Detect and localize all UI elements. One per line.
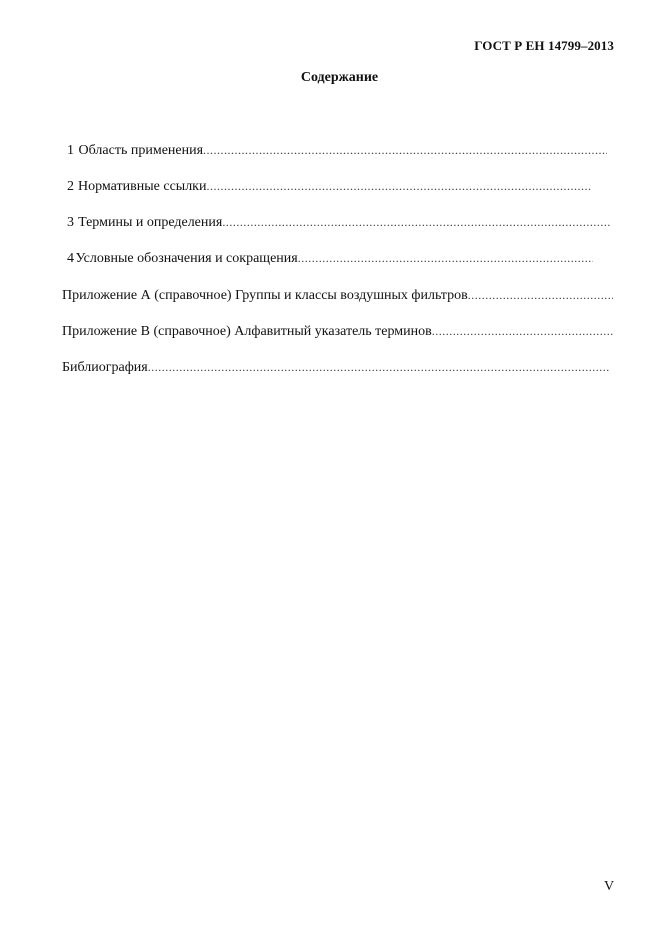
dot-leader [206,176,592,196]
dot-leader [203,140,607,160]
toc-entry-text: Приложение В (справочное) Алфавитный указатель терминов [62,324,432,339]
toc-entry-annex-b[interactable] [62,321,613,342]
toc-entry-number: 4 [67,251,74,266]
toc-entry-text: Нормативные ссылки [78,179,207,194]
dot-leader [298,248,593,268]
page-number: V [604,879,615,894]
dot-leader [432,321,613,341]
dot-leader [468,285,613,305]
toc-entry-text: Условные обозначения и сокращения [75,251,298,266]
dot-leader [148,357,609,377]
toc-entry-text: Библиография [62,360,148,375]
toc-entry-text: Приложение А (справочное) Группы и классы воздушных фильтров [62,288,468,303]
toc-entry-annex-a[interactable] [62,285,613,306]
toc-entry-normative-references[interactable] [67,176,592,197]
toc-entry-symbols-abbreviations[interactable] [67,248,593,269]
toc-entry-number: 1 [67,143,74,158]
dot-leader [222,212,610,232]
toc-entry-scope[interactable] [67,140,607,161]
document-code: ГОСТ Р ЕН 14799–2013 [474,38,614,53]
toc-entry-bibliography[interactable] [62,357,609,378]
toc-entry-text: Область применения [78,143,204,158]
toc-entry-terms-definitions[interactable] [67,212,610,233]
toc-entry-number: 2 [67,179,74,194]
toc-title: Содержание [300,70,379,85]
toc-entry-text: Термины и определения [78,215,223,230]
toc-entry-number: 3 [67,215,74,230]
